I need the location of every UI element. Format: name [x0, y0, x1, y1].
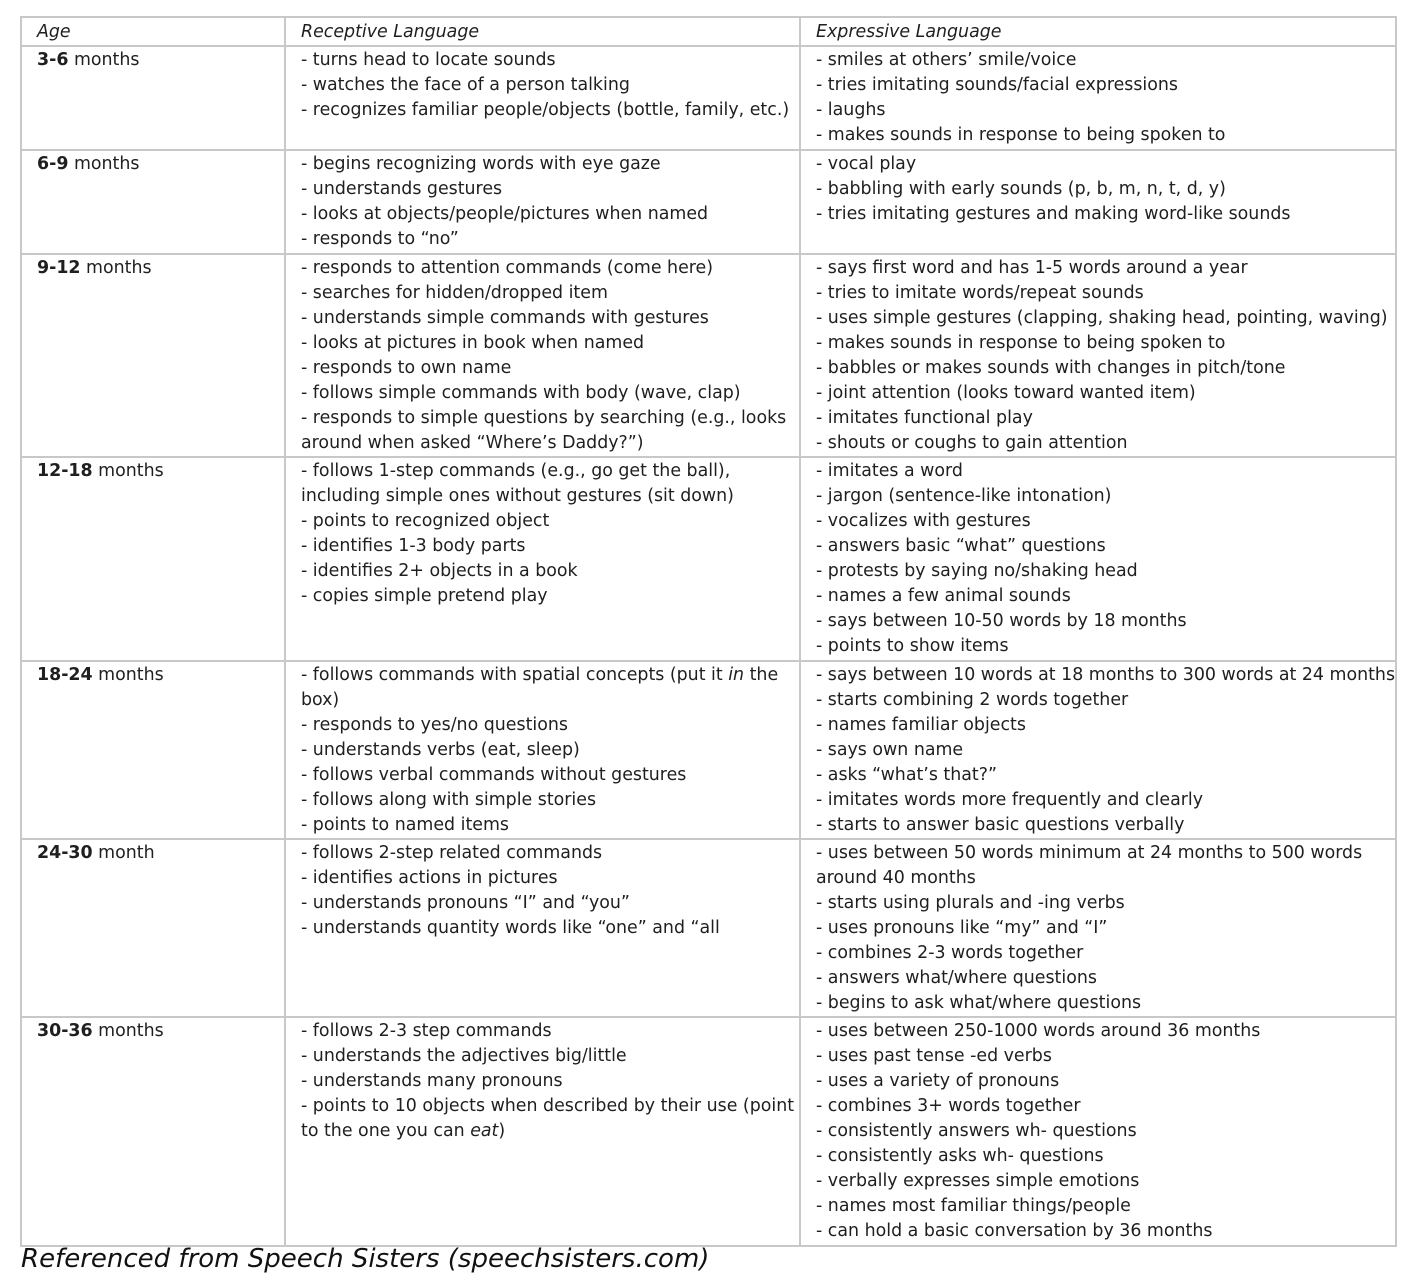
expressive-item: - jargon (sentence-like intonation)	[816, 486, 1112, 506]
expressive-item: - says between 10-50 words by 18 months	[816, 611, 1187, 631]
receptive-item: to the one you can eat)	[301, 1121, 506, 1141]
table-row	[21, 254, 1396, 457]
age-unit: months	[68, 50, 140, 70]
expressive-item: - points to show items	[816, 636, 1009, 656]
expressive-item: - starts using plurals and -ing verbs	[816, 893, 1125, 913]
expressive-cell	[800, 457, 1396, 661]
expressive-cell	[800, 150, 1396, 254]
expressive-item: - tries imitating gestures and making word-like sounds	[816, 204, 1291, 224]
expressive-item: - consistently answers wh- questions	[816, 1121, 1137, 1141]
expressive-item: - smiles at others’ smile/voice	[816, 50, 1077, 70]
receptive-item: - watches the face of a person talking	[301, 75, 630, 95]
receptive-item: - identifies 1-3 body parts	[301, 536, 526, 556]
expressive-item: - babbling with early sounds (p, b, m, n, t, d, y)	[816, 179, 1226, 199]
age-range: 30-36	[37, 1021, 93, 1041]
expressive-item: - uses a variety of pronouns	[816, 1071, 1060, 1091]
expressive-item: - uses past tense -ed verbs	[816, 1046, 1052, 1066]
receptive-cell	[285, 46, 800, 150]
table-header-row	[21, 17, 1396, 46]
expressive-item: - shouts or coughs to gain attention	[816, 433, 1128, 453]
expressive-item: - imitates words more frequently and clearly	[816, 790, 1204, 810]
expressive-item: - can hold a basic conversation by 36 months	[816, 1221, 1213, 1241]
expressive-item: - combines 3+ words together	[816, 1096, 1081, 1116]
expressive-item: - vocalizes with gestures	[816, 511, 1031, 531]
expressive-item: - says first word and has 1-5 words around a year	[816, 258, 1248, 278]
expressive-item: - babbles or makes sounds with changes in pitch/tone	[816, 358, 1286, 378]
age-cell	[21, 839, 285, 1017]
header-age: Age	[21, 17, 285, 46]
expressive-item: - verbally expresses simple emotions	[816, 1171, 1140, 1191]
expressive-item: - answers what/where questions	[816, 968, 1097, 988]
receptive-item: - understands gestures	[301, 179, 503, 199]
expressive-cell	[800, 46, 1396, 150]
expressive-item: - uses between 50 words minimum at 24 months to 500 words	[816, 843, 1363, 863]
age-unit: months	[80, 258, 152, 278]
expressive-item: - says between 10 words at 18 months to 300 words at 24 months	[816, 665, 1396, 685]
age-unit: months	[92, 461, 164, 481]
age-range: 6-9	[37, 154, 69, 174]
expressive-cell	[800, 839, 1396, 1017]
receptive-item: - responds to own name	[301, 358, 512, 378]
receptive-cell	[285, 1017, 800, 1246]
language-milestones-table	[20, 16, 1397, 1247]
expressive-item: - tries imitating sounds/facial expressions	[816, 75, 1178, 95]
expressive-item: - combines 2-3 words together	[816, 943, 1084, 963]
receptive-item: - responds to yes/no questions	[301, 715, 568, 735]
expressive-cell	[800, 1017, 1396, 1246]
receptive-item: - begins recognizing words with eye gaze	[301, 154, 661, 174]
receptive-item: - identifies 2+ objects in a book	[301, 561, 578, 581]
expressive-item: - protests by saying no/shaking head	[816, 561, 1138, 581]
expressive-item: - says own name	[816, 740, 964, 760]
receptive-item: - understands the adjectives big/little	[301, 1046, 627, 1066]
age-range: 12-18	[37, 461, 93, 481]
table-row	[21, 839, 1396, 1017]
expressive-item: - tries to imitate words/repeat sounds	[816, 283, 1144, 303]
receptive-item: - points to 10 objects when described by their use (point	[301, 1096, 795, 1116]
expressive-item: - answers basic “what” questions	[816, 536, 1106, 556]
receptive-item: - follows 2-3 step commands	[301, 1021, 552, 1041]
expressive-item: - names a few animal sounds	[816, 586, 1071, 606]
receptive-item: - understands many pronouns	[301, 1071, 563, 1091]
expressive-item: - makes sounds in response to being spoken to	[816, 333, 1226, 353]
receptive-item: around when asked “Where’s Daddy?”)	[301, 433, 644, 453]
expressive-item: - vocal play	[816, 154, 917, 174]
receptive-item: - follows 2-step related commands	[301, 843, 603, 863]
receptive-cell	[285, 254, 800, 457]
receptive-item: - understands pronouns “I” and “you”	[301, 893, 630, 913]
table-row	[21, 46, 1396, 150]
receptive-item: - points to named items	[301, 815, 509, 835]
age-cell	[21, 661, 285, 839]
expressive-item: - imitates functional play	[816, 408, 1033, 428]
receptive-item: - understands quantity words like “one” and “all	[301, 918, 720, 938]
age-unit: month	[92, 843, 155, 863]
receptive-item: - turns head to locate sounds	[301, 50, 556, 70]
table-row	[21, 150, 1396, 254]
age-unit: months	[68, 154, 140, 174]
age-cell	[21, 46, 285, 150]
receptive-item: - recognizes familiar people/objects (bottle, family, etc.)	[301, 100, 790, 120]
receptive-item: - responds to simple questions by searching (e.g., looks	[301, 408, 787, 428]
table-row	[21, 457, 1396, 661]
expressive-item: - begins to ask what/where questions	[816, 993, 1142, 1013]
age-range: 3-6	[37, 50, 69, 70]
expressive-item: - starts combining 2 words together	[816, 690, 1129, 710]
expressive-item: - uses simple gestures (clapping, shaking head, pointing, waving)	[816, 308, 1388, 328]
receptive-item: - understands simple commands with gestures	[301, 308, 709, 328]
receptive-item: - identifies actions in pictures	[301, 868, 558, 888]
receptive-item: - follows along with simple stories	[301, 790, 597, 810]
receptive-cell	[285, 150, 800, 254]
age-cell	[21, 457, 285, 661]
age-range: 24-30	[37, 843, 93, 863]
receptive-item: box)	[301, 690, 340, 710]
receptive-item: - looks at objects/people/pictures when named	[301, 204, 709, 224]
age-unit: months	[92, 665, 164, 685]
age-unit: months	[92, 1021, 164, 1041]
expressive-item: - uses pronouns like “my” and “I”	[816, 918, 1108, 938]
source-citation: Referenced from Speech Sisters (speechsisters.com)	[21, 1244, 710, 1274]
age-range: 9-12	[37, 258, 81, 278]
receptive-item: - follows simple commands with body (wave, clap)	[301, 383, 741, 403]
receptive-item: - understands verbs (eat, sleep)	[301, 740, 580, 760]
header-expressive: Expressive Language	[800, 17, 1396, 46]
expressive-item: - names most familiar things/people	[816, 1196, 1131, 1216]
receptive-item: - looks at pictures in book when named	[301, 333, 645, 353]
age-range: 18-24	[37, 665, 93, 685]
expressive-item: - asks “what’s that?”	[816, 765, 997, 785]
expressive-item: - joint attention (looks toward wanted item)	[816, 383, 1196, 403]
age-cell	[21, 150, 285, 254]
expressive-item: - makes sounds in response to being spoken to	[816, 125, 1226, 145]
expressive-item: around 40 months	[816, 868, 976, 888]
receptive-item: - follows verbal commands without gestures	[301, 765, 687, 785]
receptive-item: - responds to attention commands (come here)	[301, 258, 714, 278]
emphasis-text: in	[728, 665, 745, 685]
receptive-item: - follows commands with spatial concepts (put it in the	[301, 665, 779, 685]
receptive-cell	[285, 457, 800, 661]
receptive-item: - searches for hidden/dropped item	[301, 283, 608, 303]
receptive-cell	[285, 661, 800, 839]
receptive-item: - points to recognized object	[301, 511, 550, 531]
expressive-item: - imitates a word	[816, 461, 963, 481]
receptive-item: - copies simple pretend play	[301, 586, 548, 606]
table-row	[21, 1017, 1396, 1246]
expressive-item: - names familiar objects	[816, 715, 1026, 735]
expressive-item: - consistently asks wh- questions	[816, 1146, 1104, 1166]
age-cell	[21, 254, 285, 457]
age-cell	[21, 1017, 285, 1246]
emphasis-text: eat	[470, 1121, 499, 1141]
header-receptive: Receptive Language	[285, 17, 800, 46]
receptive-item: - follows 1-step commands (e.g., go get the ball),	[301, 461, 731, 481]
receptive-item: including simple ones without gestures (sit down)	[301, 486, 734, 506]
expressive-item: - starts to answer basic questions verbally	[816, 815, 1185, 835]
expressive-cell	[800, 661, 1396, 839]
expressive-item: - laughs	[816, 100, 886, 120]
expressive-item: - uses between 250-1000 words around 36 months	[816, 1021, 1261, 1041]
table-row	[21, 661, 1396, 839]
receptive-item: - responds to “no”	[301, 229, 459, 249]
expressive-cell	[800, 254, 1396, 457]
receptive-cell	[285, 839, 800, 1017]
